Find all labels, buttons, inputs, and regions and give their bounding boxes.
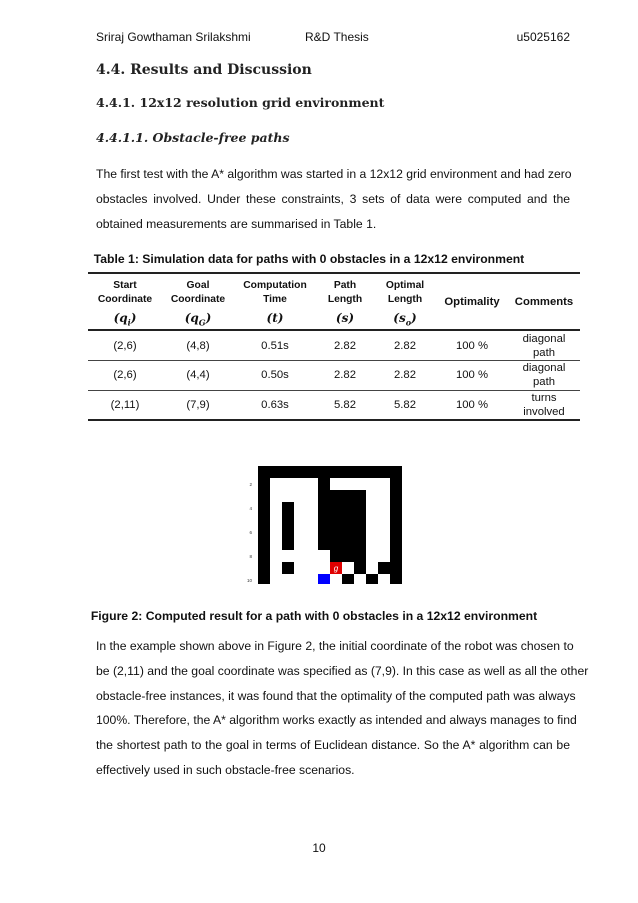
cell-start: (2,6) bbox=[113, 339, 137, 352]
grid-cell bbox=[330, 550, 342, 562]
grid-cell bbox=[354, 562, 366, 574]
grid-cell bbox=[366, 466, 378, 478]
header-optimality: Optimality bbox=[444, 295, 500, 308]
grid-cell bbox=[270, 490, 282, 502]
grid-cell bbox=[354, 526, 366, 538]
grid-cell bbox=[270, 526, 282, 538]
grid-cell bbox=[306, 514, 318, 526]
grid-cell bbox=[318, 538, 330, 550]
cell-optimality: 100 % bbox=[455, 399, 489, 412]
grid-cell bbox=[318, 478, 330, 490]
grid-figure bbox=[230, 462, 430, 584]
grid-cell bbox=[366, 478, 378, 490]
grid-cell bbox=[342, 466, 354, 478]
y-tick-label: 2 bbox=[249, 482, 252, 487]
grid-cell bbox=[258, 502, 270, 514]
grid-cell bbox=[282, 466, 294, 478]
y-tick-label: 10 bbox=[246, 578, 252, 583]
cell-goal: (4,8) bbox=[186, 339, 210, 352]
grid-cell bbox=[294, 538, 306, 550]
discussion-line: 100%. Therefore, the A* algorithm works exactly as intended and always manages to find bbox=[96, 713, 577, 728]
grid-cell bbox=[282, 526, 294, 538]
results-table bbox=[88, 272, 580, 421]
grid-cell bbox=[366, 550, 378, 562]
grid-cell bbox=[378, 550, 390, 562]
grid-cell bbox=[342, 550, 354, 562]
cell-start: (2,11) bbox=[110, 399, 140, 412]
y-tick-label: 8 bbox=[249, 554, 252, 559]
cell-comment: turns involved bbox=[523, 392, 565, 419]
grid-cell bbox=[306, 490, 318, 502]
intro-line: The first test with the A* algorithm was started in a 12x12 grid environment and had zero bbox=[96, 167, 572, 181]
grid-cell bbox=[294, 514, 306, 526]
grid-cell bbox=[282, 478, 294, 490]
subsubsection-heading: 4.4.1.1. Obstacle-free paths bbox=[96, 130, 290, 145]
grid-cell bbox=[294, 574, 306, 584]
grid-cell bbox=[330, 478, 342, 490]
discussion-line: be (2,11) and the goal coordinate was specified as (7,9). In this case as well as all the other bbox=[96, 663, 589, 678]
grid-cell bbox=[366, 574, 378, 584]
grid-cell bbox=[330, 538, 342, 550]
table-caption: Table 1: Simulation data for paths with 0 obstacles in a 12x12 environment bbox=[93, 252, 525, 266]
grid-cell bbox=[318, 514, 330, 526]
grid-cell bbox=[390, 538, 402, 550]
grid-cell bbox=[354, 538, 366, 550]
discussion-paragraph bbox=[96, 634, 589, 783]
grid-cell bbox=[318, 550, 330, 562]
grid-cell bbox=[330, 466, 342, 478]
cell-start: (2,6) bbox=[113, 369, 137, 382]
grid-cell bbox=[354, 514, 366, 526]
grid-cell bbox=[294, 490, 306, 502]
header-optimal: Optimal Length $(s_o)$ bbox=[385, 280, 425, 328]
grid-cell bbox=[354, 574, 366, 584]
grid-cell bbox=[390, 526, 402, 538]
grid-cell bbox=[390, 514, 402, 526]
cell-time: 0.63s bbox=[261, 399, 289, 412]
grid-cell bbox=[306, 550, 318, 562]
grid-cell bbox=[342, 526, 354, 538]
grid-cell bbox=[306, 574, 318, 584]
intro-line: obstacles involved. Under these constraints, 3 sets of data were computed and the bbox=[96, 191, 570, 206]
header-time: Computation Time (t) bbox=[243, 280, 307, 325]
grid-cell bbox=[330, 502, 342, 514]
grid-cell bbox=[366, 490, 378, 502]
grid-cell bbox=[294, 562, 306, 574]
grid-cell bbox=[354, 550, 366, 562]
grid-cell bbox=[306, 538, 318, 550]
header-goal: Goal Coordinate $(q_G)$ bbox=[170, 280, 226, 328]
grid-cell bbox=[330, 514, 342, 526]
grid-cell bbox=[258, 562, 270, 574]
grid-cell bbox=[318, 466, 330, 478]
grid-cell bbox=[342, 490, 354, 502]
grid-cell bbox=[366, 514, 378, 526]
grid-cell bbox=[390, 502, 402, 514]
grid-cell bbox=[270, 514, 282, 526]
grid-cell bbox=[342, 478, 354, 490]
grid-cell bbox=[318, 490, 330, 502]
grid-cell bbox=[258, 538, 270, 550]
grid-cell bbox=[366, 502, 378, 514]
discussion-line: effectively used in such obstacle-free scenarios. bbox=[96, 762, 355, 777]
cell-optimal: 2.82 bbox=[394, 369, 416, 382]
grid-cell bbox=[306, 478, 318, 490]
grid-cell bbox=[258, 490, 270, 502]
grid-cell bbox=[366, 562, 378, 574]
grid-cell bbox=[318, 562, 330, 574]
discussion-line: obstacle-free instances, it was found that the optimality of the computed path was always bbox=[96, 688, 576, 703]
cell-goal: (4,4) bbox=[186, 369, 210, 382]
grid-cell bbox=[366, 526, 378, 538]
grid-cell bbox=[258, 514, 270, 526]
grid-cell bbox=[282, 538, 294, 550]
grid-cell bbox=[354, 490, 366, 502]
header-comments: Comments bbox=[514, 295, 574, 308]
grid-cell bbox=[342, 514, 354, 526]
table-row bbox=[88, 390, 580, 420]
cell-optimal: 2.82 bbox=[394, 339, 416, 352]
figure-caption: Figure 2: Computed result for a path with 0 obstacles in a 12x12 environment bbox=[90, 609, 538, 623]
grid-cell bbox=[378, 562, 390, 574]
grid-cell bbox=[354, 502, 366, 514]
grid-cell bbox=[342, 538, 354, 550]
cell-path: 5.82 bbox=[334, 399, 356, 412]
grid-cell bbox=[354, 478, 366, 490]
grid-cell bbox=[258, 574, 270, 584]
grid-cell bbox=[270, 574, 282, 584]
grid-cell bbox=[270, 550, 282, 562]
grid-cell bbox=[378, 490, 390, 502]
grid-cell bbox=[282, 562, 294, 574]
grid-cell bbox=[390, 550, 402, 562]
grid-cell bbox=[294, 550, 306, 562]
grid-cell bbox=[258, 478, 270, 490]
grid-cell bbox=[378, 514, 390, 526]
grid-cell bbox=[318, 526, 330, 538]
grid-cell bbox=[294, 466, 306, 478]
grid-cell bbox=[378, 502, 390, 514]
grid-cell bbox=[270, 478, 282, 490]
grid-cell bbox=[294, 502, 306, 514]
goal-label: g bbox=[333, 564, 339, 573]
grid-cell bbox=[330, 526, 342, 538]
grid-cell bbox=[318, 502, 330, 514]
header-path: Path Length (s) bbox=[327, 280, 363, 325]
grid-cell bbox=[294, 526, 306, 538]
grid-cell bbox=[282, 514, 294, 526]
grid-cell bbox=[342, 574, 354, 584]
grid-cell bbox=[378, 466, 390, 478]
page-number: 10 bbox=[312, 841, 326, 855]
cell-comment: diagonal path bbox=[522, 332, 566, 359]
grid-cell bbox=[390, 562, 402, 574]
grid-cell bbox=[306, 502, 318, 514]
discussion-line: In the example shown above in Figure 2, the initial coordinate of the robot was chosen to bbox=[96, 639, 574, 653]
grid-cell bbox=[378, 526, 390, 538]
cell-time: 0.50s bbox=[261, 369, 289, 382]
grid-cell bbox=[342, 562, 354, 574]
grid-cell bbox=[390, 478, 402, 490]
grid-cell bbox=[282, 502, 294, 514]
grid-cell bbox=[330, 490, 342, 502]
grid-cell bbox=[330, 574, 342, 584]
header-id: u5025162 bbox=[516, 30, 570, 44]
grid-cell bbox=[354, 466, 366, 478]
grid-cell bbox=[342, 502, 354, 514]
table-row bbox=[88, 360, 580, 390]
intro-line: obtained measurements are summarised in Table 1. bbox=[96, 216, 377, 231]
subsection-heading: 4.4.1. 12x12 resolution grid environment bbox=[96, 95, 385, 110]
cell-path: 2.82 bbox=[334, 339, 356, 352]
cell-optimal: 5.82 bbox=[394, 399, 416, 412]
grid-cell bbox=[258, 466, 270, 478]
cell-goal: (7,9) bbox=[186, 399, 210, 412]
grid-cell bbox=[306, 526, 318, 538]
y-tick-label: 4 bbox=[249, 506, 252, 511]
table-header-row bbox=[88, 273, 580, 330]
grid-cell bbox=[294, 478, 306, 490]
header-title: R&D Thesis bbox=[305, 30, 369, 44]
y-tick-label: 6 bbox=[249, 530, 252, 535]
grid-cell bbox=[270, 562, 282, 574]
grid-cell bbox=[282, 490, 294, 502]
grid-cell bbox=[270, 502, 282, 514]
grid-cell bbox=[378, 538, 390, 550]
cell-time: 0.51s bbox=[261, 339, 289, 352]
grid-cell bbox=[306, 466, 318, 478]
table-row bbox=[88, 330, 580, 360]
cell-optimality: 100 % bbox=[455, 339, 489, 352]
cell-path: 2.82 bbox=[334, 369, 356, 382]
discussion-line: the shortest path to the goal in terms of Euclidean distance. So the A* algorithm can be bbox=[96, 738, 570, 753]
grid-cell bbox=[390, 466, 402, 478]
grid-cell bbox=[258, 550, 270, 562]
header-author: Sriraj Gowthaman Srilakshmi bbox=[96, 30, 251, 44]
grid-cell bbox=[270, 466, 282, 478]
grid-cell bbox=[282, 550, 294, 562]
grid-cell bbox=[282, 574, 294, 584]
intro-paragraph bbox=[96, 162, 570, 236]
grid-cell bbox=[258, 526, 270, 538]
section-heading: 4.4. Results and Discussion bbox=[96, 62, 312, 78]
grid-cell bbox=[270, 538, 282, 550]
grid-cell bbox=[390, 574, 402, 584]
header-start: Start Coordinate $(q_i)$ bbox=[97, 280, 153, 328]
cell-comment: diagonal path bbox=[522, 362, 566, 389]
grid-cell bbox=[390, 490, 402, 502]
grid-cell bbox=[378, 574, 390, 584]
path-cell bbox=[318, 574, 330, 584]
grid-cell bbox=[306, 562, 318, 574]
cell-optimality: 100 % bbox=[455, 369, 489, 382]
grid-cell bbox=[378, 478, 390, 490]
grid-cell bbox=[366, 538, 378, 550]
